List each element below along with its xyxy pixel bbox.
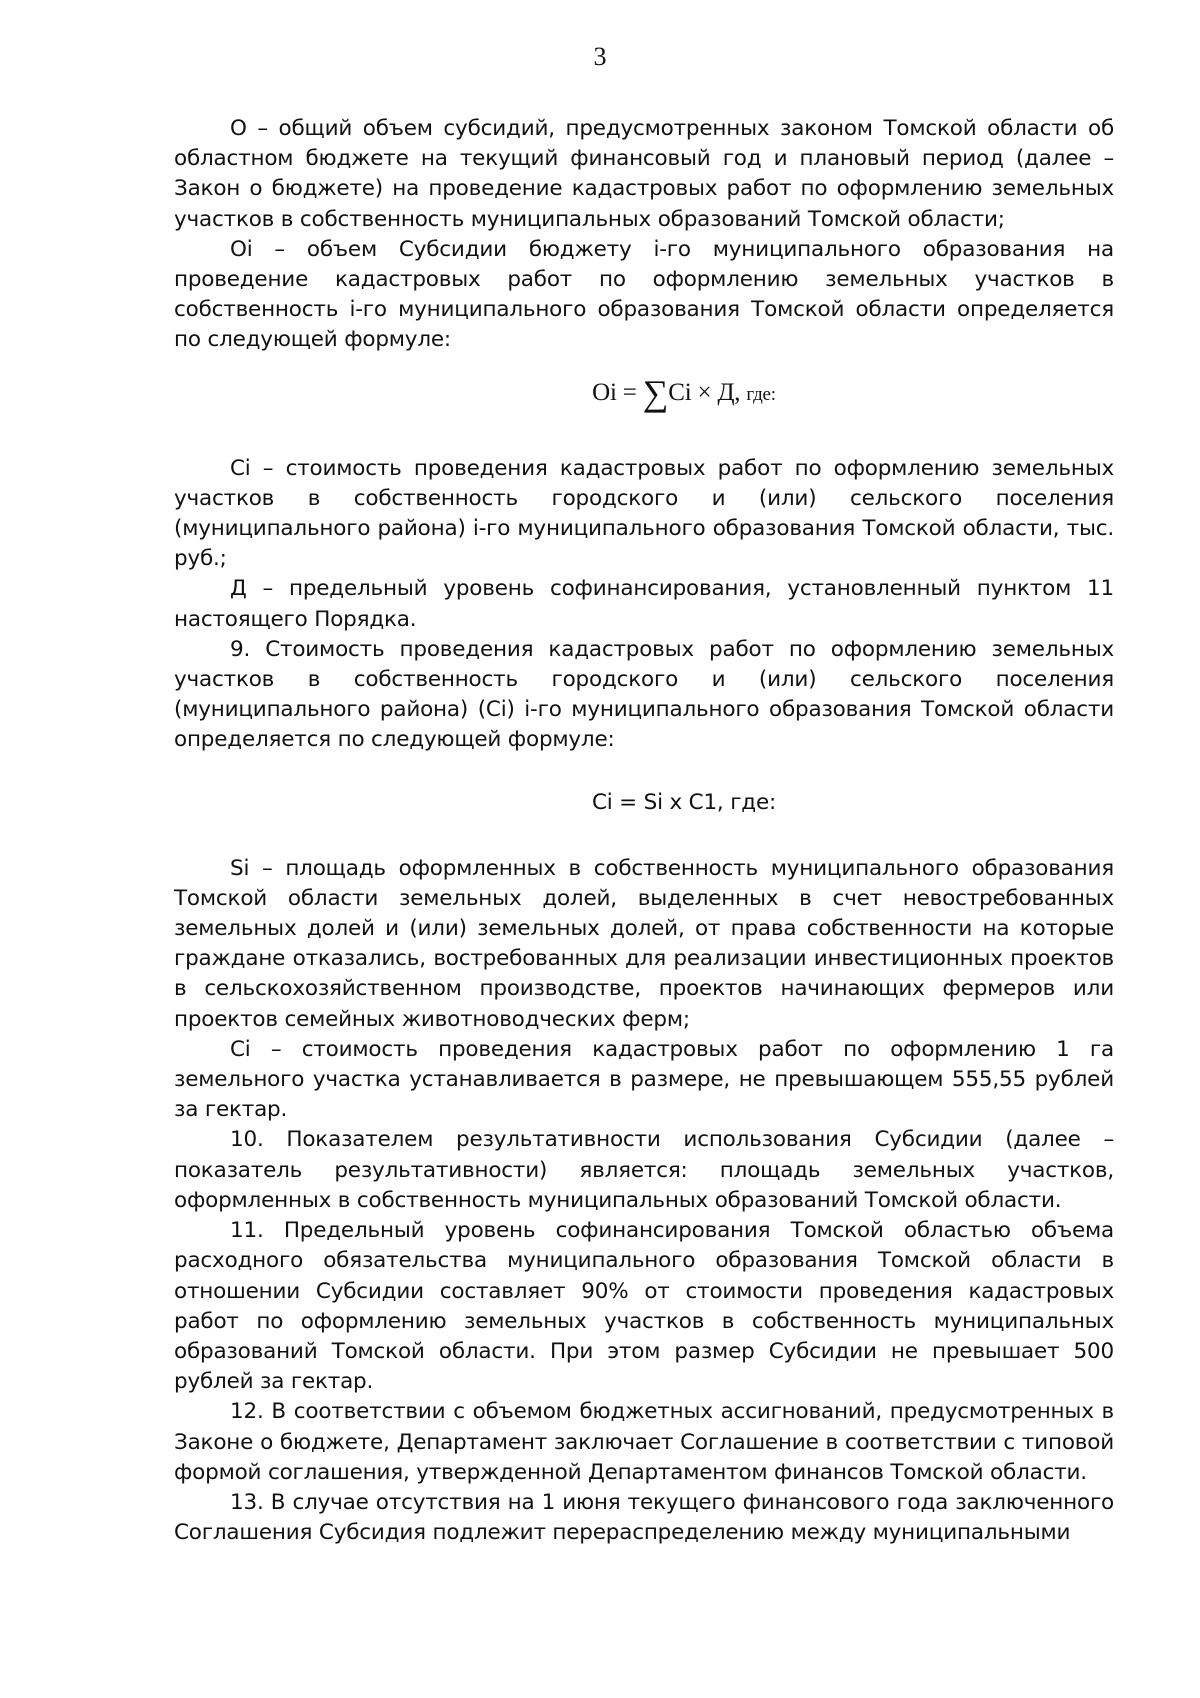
formula-oi-rhs: Сi × Д,: [668, 378, 741, 406]
page-number: 3: [593, 42, 607, 71]
paragraph-item-13: 13. В случае отсутствия на 1 июня текущего финансового года заключенного Соглашения Субсидия подлежит перераспределению между муниципальными: [174, 1489, 1114, 1546]
sigma-icon: ∑: [642, 372, 669, 413]
paragraph-ci-definition: Сi – стоимость проведения кадастровых работ по оформлению земельных участков в собственность городского и (или) сельского поселения (муниципального района) i-го муниципального образования Томской области, тыс. руб.;: [174, 455, 1114, 572]
paragraph-item-11: 11. Предельный уровень софинансирования Томской областью объема расходного обязательства муниципального образования Томской области в отношении Субсидии составляет 90% от стоимости проведения кадастровых работ по оформлению земельных участков в собственность муниципальных образований Томской области. При этом размер Субсидии не превышает 500 рублей за гектар.: [174, 1218, 1114, 1395]
formula-oi-tail: где:: [746, 383, 776, 405]
paragraph-si-definition: Si – площадь оформленных в собственность муниципального образования Томской области земельных долей, выделенных в счет невостребованных земельных долей и (или) земельных долей, от права собственности на которые граждане отказались, востребованных для реализации инвестиционных проектов в сельскохозяйственном производстве, проектов начинающих фермеров или проектов семейных животноводческих ферм;: [174, 855, 1114, 1032]
paragraph-d-definition: Д – предельный уровень софинансирования, установленный пунктом 11 настоящего Порядка.: [174, 576, 1114, 632]
formula-oi: [174, 372, 1114, 413]
paragraph-item-9: 9. Стоимость проведения кадастровых работ по оформлению земельных участков в собственность городского и (или) сельского поселения (муниципального района) (Сi) i-го муниципального образования Томской области определяется по следующей формуле:: [174, 636, 1114, 753]
document-body: [174, 114, 1114, 1548]
formula-ci: Сi = Si x С1, где:: [591, 789, 777, 815]
paragraph-ci-rate: Сi – стоимость проведения кадастровых работ по оформлению 1 га земельного участка устанавливается в размере, не превышающем 555,55 рублей за гектар.: [174, 1036, 1114, 1123]
paragraph-item-12: 12. В соответствии с объемом бюджетных ассигнований, предусмотренных в Законе о бюджете, Департамент заключает Соглашение в соответствии с типовой формой соглашения, утвержденной Департаментом финансов Томской области.: [174, 1399, 1114, 1485]
formula-oi-lhs: Оi =: [592, 378, 637, 406]
paragraph-item-10: 10. Показателем результативности использования Субсидии (далее – показатель результативности) является: площадь земельных участков, оформленных в собственность муниципальных образований Томской области.: [174, 1127, 1114, 1213]
paragraph-oi-definition: Оi – объем Субсидии бюджету i-го муниципального образования на проведение кадастровых работ по оформлению земельных участков в собственность i-го муниципального образования Томской области определяется по следующей формуле:: [174, 236, 1114, 353]
paragraph-o-definition: О – общий объем субсидий, предусмотренных законом Томской области об областном бюджете на текущий финансовый год и плановый период (далее – Закон о бюджете) на проведение кадастровых работ по оформлению земельных участков в собственность муниципальных образований Томской области;: [174, 116, 1114, 232]
